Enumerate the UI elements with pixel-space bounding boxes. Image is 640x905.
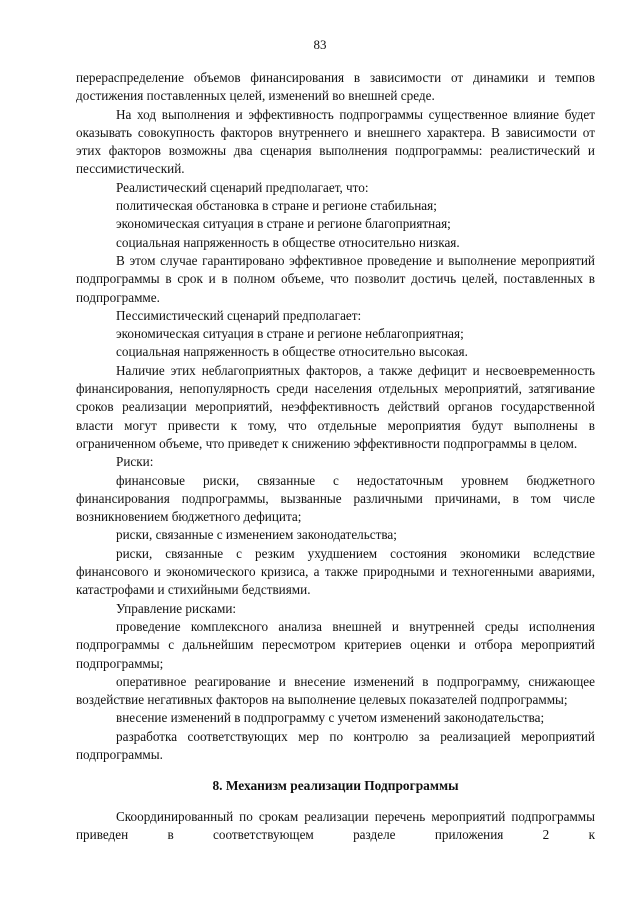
paragraph-final: Скоординированный по срокам реализации перечень мероприятий подпрограммы приведен в соответствующем разделе приложения 2 к — [76, 808, 595, 842]
list-item: финансовые риски, связанные с недостаточным уровнем бюджетного финансирования подпрограммы, вызванные различными причинами, в том числе возникновением бюджетного дефицита; — [76, 472, 595, 525]
paragraph-pessimistic-scenario: Пессимистический сценарий предполагает: — [116, 307, 362, 323]
paragraph-risks-label: Риски: — [116, 454, 154, 470]
paragraph-realistic-outcome: В этом случае гарантировано эффективное проведение и выполнение мероприятий подпрограммы в срок и в полном объеме, что позволит достичь целей, поставленных в подпрограмме. — [76, 252, 595, 305]
paragraph-continuation: перераспределение объемов финансирования в зависимости от динамики и темпов достижения поставленных целей, изменений во внешней среде. — [76, 70, 595, 104]
list-item: экономическая ситуация в стране и регионе благоприятная; — [116, 216, 451, 232]
list-item: экономическая ситуация в стране и регионе неблагоприятная; — [116, 326, 464, 342]
list-item: оперативное реагирование и внесение изменений в подпрограмму, снижающее воздействие негативных факторов на выполнение целевых показателей подпрограммы; — [76, 673, 595, 708]
paragraph-realistic-scenario: Реалистический сценарий предполагает, что: — [116, 179, 369, 195]
list-item: социальная напряженность в обществе относительно низкая. — [116, 234, 460, 250]
list-item: риски, связанные с резким ухудшением состояния экономики вследствие финансового и экономического кризиса, а также природными и техногенными авариями, катастрофами и стихийными бедствиями. — [76, 545, 595, 598]
section-heading: 8. Механизм реализации Подпрограммы — [212, 778, 459, 794]
paragraph-risk-management-label: Управление рисками: — [116, 600, 237, 616]
list-item: разработка соответствующих мер по контролю за реализацией мероприятий подпрограммы. — [76, 728, 595, 762]
page-number: 83 — [313, 37, 327, 52]
list-item: проведение комплексного анализа внешней и внутренней среды исполнения подпрограммы с дальнейшим пересмотром критериев оценки и отбора мероприятий подпрограммы; — [76, 618, 595, 671]
paragraph-pessimistic-outcome: Наличие этих неблагоприятных факторов, а также дефицит и несвоевременность финансирования, непопулярность среди населения отдельных мероприятий, затягивание сроков реализации мероприятий, неэффективность действий органов государственной власти могут привести к тому, что отдельные мероприятия будут выполнены в ограниченном объеме, что приведет к снижению эффективности подпрограммы в целом. — [76, 362, 595, 451]
list-item: риски, связанные с изменением законодательства; — [116, 527, 397, 543]
list-item: внесение изменений в подпрограмму с учетом изменений законодательства; — [116, 710, 545, 726]
paragraph-factors-intro: На ход выполнения и эффективность подпрограммы существенное влияние будет оказывать совокупность факторов внутреннего и внешнего характера. В зависимости от этих факторов возможны два сценария выполнения подпрограммы: реалистический и пессимистический. — [76, 106, 595, 177]
document-body — [76, 69, 595, 844]
list-item: социальная напряженность в обществе относительно высокая. — [116, 344, 468, 360]
list-item: политическая обстановка в стране и регионе стабильная; — [116, 198, 437, 214]
